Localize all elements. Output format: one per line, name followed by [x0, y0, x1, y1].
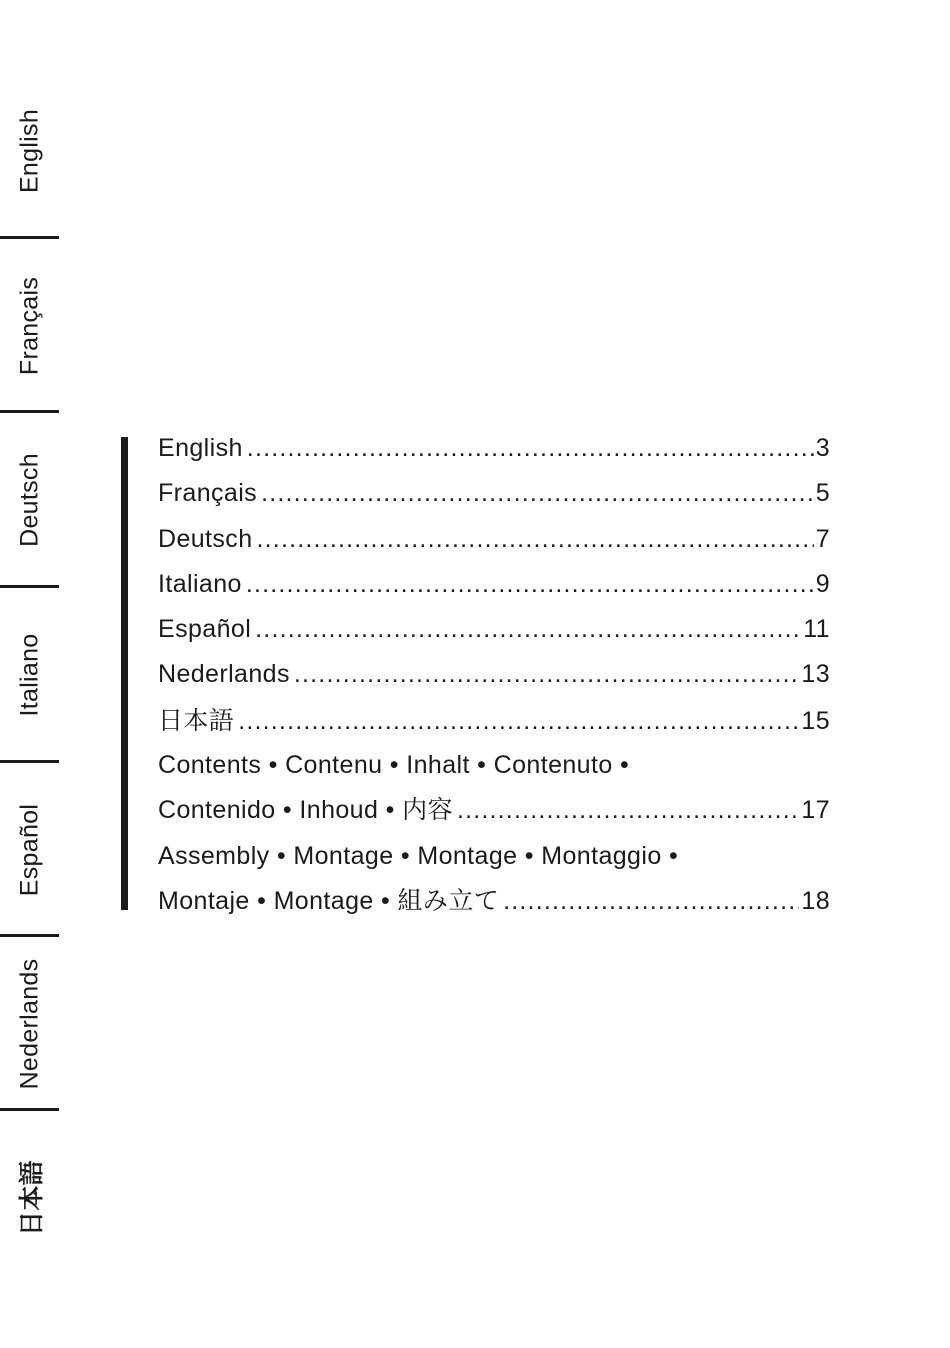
toc-entry-title: Assembly • Montage • Montage • Montaggio • — [158, 841, 679, 870]
toc-leader-dots — [457, 788, 799, 833]
toc-entry-page: 9 — [815, 569, 830, 598]
toc-entry-japanese[interactable] — [158, 698, 830, 743]
toc-entry-title: Contents • Contenu • Inhalt • Contenuto • — [158, 751, 630, 780]
tab-english[interactable] — [0, 64, 60, 238]
toc-entry-italiano[interactable] — [158, 562, 830, 607]
tab-japanese[interactable] — [0, 1111, 60, 1285]
toc-entry-page: 11 — [803, 615, 830, 644]
tab-english-label: English — [15, 108, 44, 194]
tab-italiano-label: Italiano — [15, 633, 44, 717]
toc-leader-dots — [503, 879, 799, 924]
tab-nederlands-label: Nederlands — [15, 958, 44, 1090]
toc-leader-dots — [294, 652, 800, 697]
toc-leader-dots — [261, 471, 814, 516]
tab-francais-label: Français — [15, 276, 44, 376]
toc-entry-title: Nederlands — [158, 660, 290, 689]
toc-entry-title: Contenido • Inhoud • 内容 — [158, 796, 453, 825]
language-tab-strip — [0, 64, 60, 1284]
toc-leader-dots — [257, 517, 814, 562]
tab-espanol[interactable] — [0, 763, 60, 937]
toc-entry-contents-line2[interactable] — [158, 788, 830, 833]
toc-entry-page: 13 — [801, 660, 830, 689]
toc-entry-contents-line1[interactable] — [158, 743, 830, 788]
tab-japanese-label: 日本語 — [17, 1160, 46, 1236]
toc-entry-page: 3 — [815, 434, 830, 462]
tab-espanol-label: Español — [15, 803, 44, 897]
tab-deutsch-label: Deutsch — [15, 453, 44, 547]
toc-entry-nederlands[interactable] — [158, 652, 830, 697]
toc-accent-bar — [121, 437, 128, 910]
tab-deutsch[interactable] — [0, 413, 60, 587]
toc-leader-dots — [247, 426, 814, 471]
toc-leader-dots — [255, 607, 801, 652]
toc-entry-page: 15 — [801, 706, 830, 735]
toc-entry-title: English — [158, 434, 243, 462]
toc-entry-francais[interactable] — [158, 471, 830, 516]
toc-entry-title: Español — [158, 615, 252, 644]
toc-entry-title: Montaje • Montage • 組み立て — [158, 886, 500, 915]
toc-leader-dots — [238, 699, 799, 744]
toc-entry-title: Deutsch — [158, 524, 253, 553]
toc-entry-assembly-line2[interactable] — [158, 879, 830, 924]
toc-entry-page: 7 — [815, 524, 830, 553]
table-of-contents — [158, 426, 830, 924]
toc-entry-english[interactable] — [158, 426, 830, 471]
toc-leader-dots — [246, 562, 814, 607]
toc-entry-page: 5 — [815, 479, 830, 508]
toc-entry-title: Italiano — [158, 569, 242, 598]
tab-nederlands[interactable] — [0, 937, 60, 1111]
toc-entry-page: 18 — [801, 886, 830, 915]
tab-francais[interactable] — [0, 239, 60, 413]
tab-italiano[interactable] — [0, 588, 60, 762]
toc-entry-page: 17 — [801, 796, 830, 825]
toc-entry-title: Français — [158, 479, 258, 508]
toc-entry-deutsch[interactable] — [158, 517, 830, 562]
toc-entry-assembly-line1[interactable] — [158, 834, 830, 879]
toc-entry-title: 日本語 — [158, 705, 235, 735]
toc-entry-espanol[interactable] — [158, 607, 830, 652]
